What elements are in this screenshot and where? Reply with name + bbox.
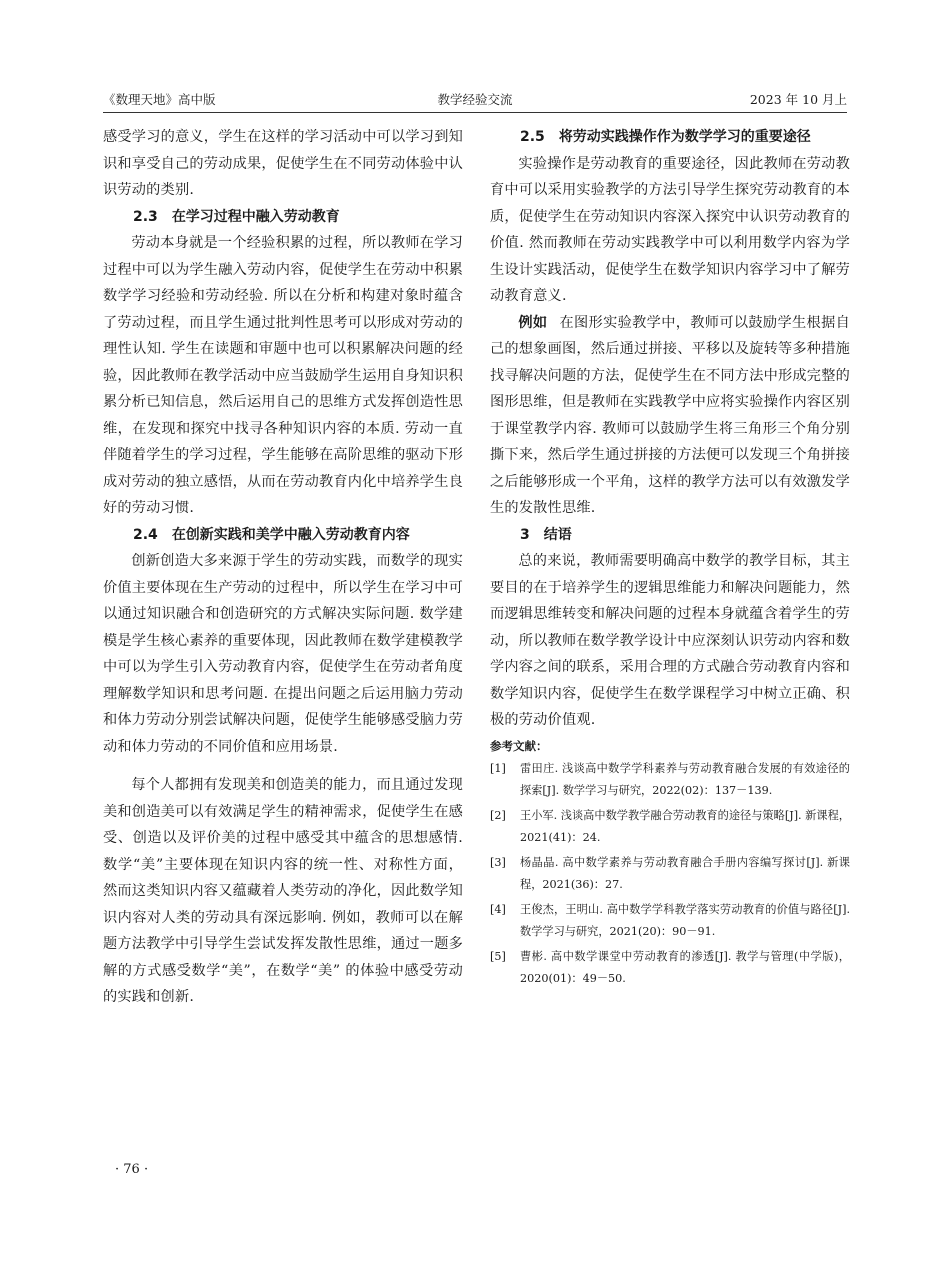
- right-column: [490, 124, 850, 993]
- reference-text: 杨晶晶. 高中数学素养与劳动教育融合手册内容编写探讨[J]. 新课程，2021(36)：27.: [520, 855, 850, 891]
- example-text: 在图形实验教学中，教师可以鼓励学生根据自己的想象画图，然后通过拼接、平移以及旋转等多种措施找寻解决问题的方法，促使学生在不同方法中形成完整的图形思维，但是教师在实践教学中应将实验操作内容区别于课堂教学内容. 教师可以鼓励学生将三角形三个角分别撕下来，然后学生通过拼接的方法便可以发现三个角拼接之后能够形成一个平角，这样的教学方法可以有效激发学生的发散性思维.: [490, 314, 850, 516]
- page-number: · 76 ·: [115, 1162, 149, 1177]
- section-number: 2.3: [133, 208, 158, 225]
- issue-date: 2023 年 10 月上: [749, 92, 847, 107]
- journal-name: 《数理天地》高中版: [103, 92, 216, 107]
- reference-text: 曹彬. 高中数学课堂中劳动教育的渗透[J]. 教学与管理(中学版)，2020(01)：49－50.: [520, 949, 850, 985]
- paragraph: 劳动本身就是一个经验积累的过程，所以教师在学习过程中可以为学生融入劳动内容，促使学生在劳动中积累数学学习经验和劳动经验. 所以在分析和构建对象时蕴含了劳动过程，而且学生通过批判性思考可以形成对劳动的理性认知. 学生在读题和审题中也可以积累解决问题的经验，因此教师在教学活动中应当鼓励学生运用自身知识积累分析已知信息，然后运用自己的思维方式发挥创造性思维，在发现和探究中找寻各种知识内容的本质. 劳动一直伴随着学生的学习过程，学生能够在高阶思维的驱动下形成对劳动的独立感悟，从而在劳动教育内化中培养学生良好的劳动习惯.: [103, 235, 463, 516]
- section-title: 将劳动实践操作作为数学学习的重要途径: [558, 129, 811, 145]
- section-heading-2-3: [103, 204, 463, 231]
- reference-index: [4]: [490, 902, 506, 916]
- reference-item: [490, 899, 850, 944]
- left-column: [103, 124, 463, 1011]
- section-number: 2.5: [520, 129, 545, 145]
- section-heading-3: [490, 522, 850, 549]
- reference-index: [3]: [490, 855, 506, 869]
- references-title: 参考文献：: [490, 738, 548, 753]
- reference-item: [490, 852, 850, 897]
- column-name: 教学经验交流: [437, 92, 513, 107]
- paragraph: 创新创造大多来源于学生的劳动实践，而数学的现实价值主要体现在生产劳动的过程中，所以学生在学习中可以通过知识融合和创造研究的方式解决实际问题. 数学建模是学生核心素养的重要体现，因此教师在数学建模教学中可以为学生引入劳动教育内容，促使学生在劳动者角度理解数学知识和思考问题. 在提出问题之后运用脑力劳动和体力劳动分别尝试解决问题，促使学生能够感受脑力劳动和体力劳动的不同价值和应用场景.: [103, 553, 463, 755]
- references-list: [490, 758, 850, 991]
- running-header: [103, 88, 847, 113]
- section-title: 在创新实践和美学中融入劳动教育内容: [171, 526, 410, 543]
- example-label: 例如: [518, 314, 548, 331]
- section-number: 2.4: [133, 526, 158, 543]
- section-heading-2-4: [103, 522, 463, 549]
- reference-text: 王俊杰，王明山. 高中数学学科教学落实劳动教育的价值与路径[J]. 数学学习与研究，2021(20)：90－91.: [520, 902, 850, 938]
- reference-text: 王小军. 浅谈高中数学教学融合劳动教育的途径与策略[J]. 新课程，2021(41)：24.: [520, 808, 850, 844]
- paragraph: 每个人都拥有发现美和创造美的能力，而且通过发现美和创造美可以有效满足学生的精神需求，促使学生在感受、创造以及评价美的过程中感受其中蕴含的思想感情. 数学“美”主要体现在知识内容的统一性、对称性方面，然而这类知识内容又蕴藏着人类劳动的净化，因此数学知识内容对人类的劳动具有深远影响. 例如，教师可以在解题方法教学中引导学生尝试发挥发散性思维，通过一题多解的方式感受数学“美”，在数学“美” 的体验中感受劳动的实践和创新.: [103, 777, 463, 1005]
- reference-index: [5]: [490, 949, 506, 963]
- section-number: 3: [520, 526, 530, 543]
- paragraph: 实验操作是劳动教育的重要途径，因此教师在劳动教育中可以采用实验教学的方法引导学生探究劳动教育的本质，促使学生在劳动知识内容深入探究中认识劳动教育的价值. 然而教师在劳动实践教学中可以利用数学内容为学生设计实践活动，促使学生在数学知识内容学习中了解劳动教育意义.: [490, 155, 850, 304]
- paragraph-example: [490, 310, 850, 522]
- reference-text: 雷田庄. 浅谈高中数学学科素养与劳动教育融合发展的有效途径的探索[J]. 数学学习与研究，2022(02)：137－139.: [520, 761, 850, 797]
- reference-item: [490, 805, 850, 850]
- paragraph-continued: 感受学习的意义，学生在这样的学习活动中可以学习到知识和享受自己的劳动成果，促使学生在不同劳动体验中认识劳动的类别.: [103, 129, 463, 198]
- section-title: 结语: [543, 526, 572, 543]
- paragraph: 总的来说，教师需要明确高中数学的教学目标，其主要目的在于培养学生的逻辑思维能力和解决问题能力，然而逻辑思维转变和解决问题的过程本身就蕴含着学生的劳动，所以教师在数学教学设计中应深刻认识劳动内容和数学内容之间的联系，采用合理的方式融合劳动教育内容和数学知识内容，促使学生在数学课程学习中树立正确、积极的劳动价值观.: [490, 553, 850, 728]
- reference-item: [490, 946, 850, 991]
- reference-index: [2]: [490, 808, 506, 822]
- reference-index: [1]: [490, 761, 506, 775]
- section-title: 在学习过程中融入劳动教育: [171, 208, 340, 225]
- section-heading-2-5: [490, 124, 850, 151]
- reference-item: [490, 758, 850, 803]
